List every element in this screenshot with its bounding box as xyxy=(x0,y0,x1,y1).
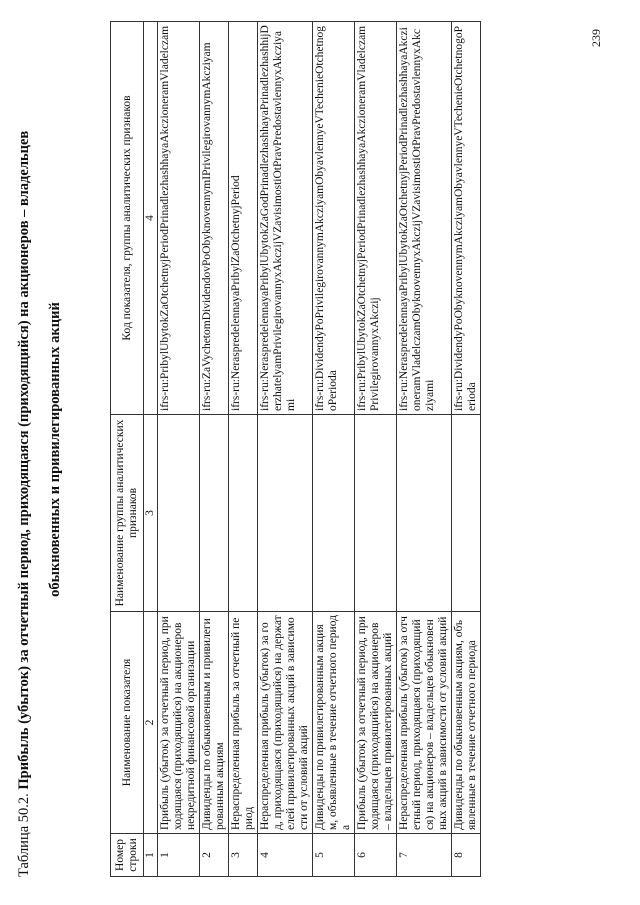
indicator-name: Нераспределенная прибыль за отчетный период xyxy=(229,612,258,834)
group-name xyxy=(158,415,200,612)
table-row xyxy=(397,22,452,877)
group-name xyxy=(355,415,397,612)
row-number: 3 xyxy=(229,834,258,877)
indicator-code: ifrs-ru:NeraspredelennayaPribylUbytokZaOtchetnyjPeriodPrinadlezhashhayaAkczioneramVladelczamObyknovennyxAkczijVZavisimostiOtPravPredostavlennyxAkcziyami xyxy=(397,22,452,415)
indicator-code: ifrs-ru:NeraspredelennayaPribylUbytokZaGodPrinadlezhashhayaPrinadlezhashhijDerzhatelyamPrivilegirovannyxAkczijVZavisimostiOtPravPredostavlennyxAkcziyami xyxy=(258,22,313,415)
indicator-code: ifrs-ru:DividendyPoObyknovennymAkcziyamObyavlennyeVTechenieOtchetnogoPerioda xyxy=(452,22,481,415)
group-name xyxy=(452,415,481,612)
table-title xyxy=(14,22,65,877)
indicator-name: Прибыль (убыток) за отчетный период, приходящаяся (приходящийся) на акционеров – владельцев привилегированных акций xyxy=(355,612,397,834)
indicator-name: Нераспределенная прибыль (убыток) за год, приходящаяся (приходящийся) на держателей привилегированных акций в зависимости от условий акций xyxy=(258,612,313,834)
indicator-name: Дивиденды по обыкновенным акциям, объявленные в течение отчетного периода xyxy=(452,612,481,834)
title-line-2: обыкновенных и привилегированных акций xyxy=(47,302,63,597)
row-number: 7 xyxy=(397,834,452,877)
row-number: 6 xyxy=(355,834,397,877)
indicator-name: Нераспределенная прибыль (убыток) за отчетный период, приходящаяся (приходящийся) на акционеров – владельцев обыкновенных акций в зависимости от условий акций xyxy=(397,612,452,834)
column-number: 3 xyxy=(144,415,158,612)
table-header-row xyxy=(111,22,144,877)
table-row xyxy=(200,22,229,877)
page-number: 239 xyxy=(589,29,603,47)
row-number: 4 xyxy=(258,834,313,877)
indicator-code: ifrs-ru:DividendyPoPrivilegirovannymAkcziyamObyavlennyeVTechenieOtchetnogoPerioda xyxy=(313,22,355,415)
table-row xyxy=(355,22,397,877)
table-row xyxy=(258,22,313,877)
indicator-code: ifrs-ru:PribylUbytokZaOtchetnyjPeriodPrinadlezhashhayaAkczioneramVladelczamPrivilegirovannyxAkczij xyxy=(355,22,397,415)
group-name xyxy=(397,415,452,612)
row-number: 2 xyxy=(200,834,229,877)
indicator-code: ifrs-ru:NeraspredelennayaPribylZaOtchetnyjPeriod xyxy=(229,22,258,415)
header-code: Код показателя, группы аналитических признаков xyxy=(111,22,144,415)
group-name xyxy=(200,415,229,612)
indicator-name: Дивиденды по привилегированным акциям, объявленные в течение отчетного периода xyxy=(313,612,355,834)
title-line-1: Прибыль (убыток) за отчетный период, приходящаяся (приходящийся) на акционеров – владельцев xyxy=(16,130,32,790)
group-name xyxy=(313,415,355,612)
table-row xyxy=(229,22,258,877)
column-number: 4 xyxy=(144,22,158,415)
indicator-code: ifrs-ru:ZaVychetomDividendovPoObyknovennymIPrivilegirovannymAkcziyam xyxy=(200,22,229,415)
row-number: 5 xyxy=(313,834,355,877)
row-number: 1 xyxy=(158,834,200,877)
table-row xyxy=(158,22,200,877)
column-number: 2 xyxy=(144,612,158,834)
table-row xyxy=(452,22,481,877)
indicator-name: Прибыль (убыток) за отчетный период, приходящаяся (приходящийся) на акционеров некредитной финансовой организации xyxy=(158,612,200,834)
group-name xyxy=(258,415,313,612)
header-indicator-name: Наименование показателя xyxy=(111,612,144,834)
title-prefix: Таблица 50.2. xyxy=(16,793,32,877)
table-row xyxy=(313,22,355,877)
header-row-number: Номер строки xyxy=(111,834,144,877)
header-group-name: Наименование группы аналитических признаков xyxy=(111,415,144,612)
indicator-code: ifrs-ru:PribylUbytokZaOtchetnyjPeriodPrinadlezhashhayaAkczioneramVladelczam xyxy=(158,22,200,415)
indicator-table xyxy=(110,21,481,877)
column-number: 1 xyxy=(144,834,158,877)
indicator-name: Дивиденды по обыкновенным и привилегированным акциям xyxy=(200,612,229,834)
row-number: 8 xyxy=(452,834,481,877)
column-number-row xyxy=(144,22,158,877)
group-name xyxy=(229,415,258,612)
